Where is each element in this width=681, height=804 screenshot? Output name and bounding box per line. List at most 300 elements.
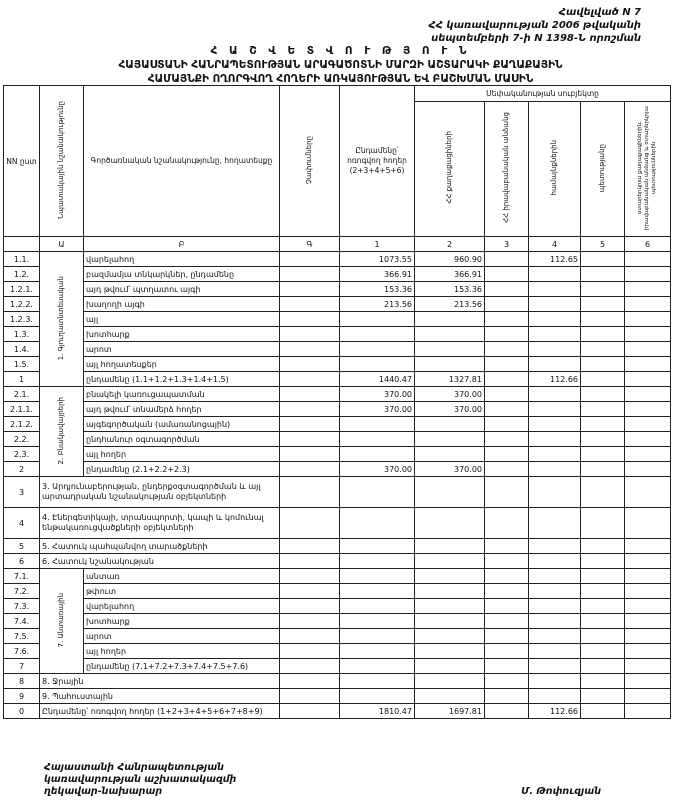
- value-c6: [625, 554, 671, 569]
- value-c4: 112.66: [529, 704, 581, 719]
- value-c6: [625, 539, 671, 554]
- table-row: [4, 342, 671, 357]
- value-c6: [625, 629, 671, 644]
- column-index: 1: [340, 237, 415, 252]
- value-c3: [485, 297, 529, 312]
- title-line: ՀԱՄԱՅՆՔԻ ՈՂՈՐԳՎՈՂ ՀՈՂԵՐԻ ԱՌԿԱՅՈՒԹՅԱՆ ԵՎ ԲԱՇԽՄԱՆ ՄԱՍԻՆ: [147, 73, 534, 85]
- unit-cell: [280, 599, 340, 614]
- value-c5: [581, 584, 625, 599]
- value-c6: [625, 342, 671, 357]
- value-c5: [581, 282, 625, 297]
- value-c3: [485, 477, 529, 508]
- column-index: Ա: [40, 237, 84, 252]
- land-type: 5. Հատուկ պահպանվող տարածքների: [40, 539, 280, 554]
- value-total: 366.91: [340, 267, 415, 282]
- value-c6: [625, 569, 671, 584]
- header-citizens: ՀՀ քաղաքացիների: [415, 101, 485, 237]
- value-c5: [581, 599, 625, 614]
- row-number: 5: [4, 539, 40, 554]
- value-c3: [485, 267, 529, 282]
- unit-cell: [280, 267, 340, 282]
- unit-cell: [280, 252, 340, 267]
- unit-cell: [280, 644, 340, 659]
- value-c3: [485, 252, 529, 267]
- value-c6: [625, 674, 671, 689]
- value-c3: [485, 584, 529, 599]
- appendix-line: ՀՀ կառավարության 2006 թվականի: [428, 20, 641, 31]
- land-type: բազմամյա տնկարկներ, ընդամենը: [84, 267, 280, 282]
- value-c4: [529, 569, 581, 584]
- value-c2: 366.91: [415, 267, 485, 282]
- value-c4: [529, 599, 581, 614]
- row-number: 1.2.2.: [4, 297, 40, 312]
- value-c5: [581, 704, 625, 719]
- land-type: այլ հողեր: [84, 447, 280, 462]
- value-c3: [485, 417, 529, 432]
- value-c2: 370.00: [415, 462, 485, 477]
- value-c4: [529, 402, 581, 417]
- value-c2: [415, 569, 485, 584]
- value-c3: [485, 599, 529, 614]
- value-c5: [581, 614, 625, 629]
- table-row: [4, 659, 671, 674]
- row-number: 1.1.: [4, 252, 40, 267]
- value-c3: [485, 387, 529, 402]
- unit-cell: [280, 402, 340, 417]
- row-number: 2.3.: [4, 447, 40, 462]
- land-type: այգեգործական (ամառանոցային): [84, 417, 280, 432]
- header-total: Ընդամենը՝ ոռոգվող հողեր (2+3+4+5+6): [340, 86, 415, 237]
- value-total: [340, 659, 415, 674]
- value-c2: 1697.81: [415, 704, 485, 719]
- row-number: 1.4.: [4, 342, 40, 357]
- land-type: անտառ: [84, 569, 280, 584]
- title-report: Հ Ա Շ Վ Ե Տ Վ Ո Ւ Թ Յ Ո Ւ Ն: [210, 45, 471, 57]
- column-index: [4, 237, 40, 252]
- unit-cell: [280, 689, 340, 704]
- value-c6: [625, 312, 671, 327]
- value-c2: [415, 644, 485, 659]
- row-number: 7.6.: [4, 644, 40, 659]
- unit-cell: [280, 629, 340, 644]
- value-total: [340, 629, 415, 644]
- land-type: այդ թվում՝ տնամերձ հողեր: [84, 402, 280, 417]
- header-nn: NN ըստ: [4, 86, 40, 237]
- unit-cell: [280, 342, 340, 357]
- value-c6: [625, 599, 671, 614]
- value-total: 1073.55: [340, 252, 415, 267]
- land-type: այլ հողեր: [84, 644, 280, 659]
- value-c4: [529, 357, 581, 372]
- unit-cell: [280, 387, 340, 402]
- value-c4: [529, 297, 581, 312]
- value-c6: [625, 477, 671, 508]
- value-total: 370.00: [340, 387, 415, 402]
- value-c5: [581, 297, 625, 312]
- value-c4: [529, 417, 581, 432]
- unit-cell: [280, 297, 340, 312]
- value-total: 1440.47: [340, 372, 415, 387]
- land-type: ընդամենը (7.1+7.2+7.3+7.4+7.5+7.6): [84, 659, 280, 674]
- land-type: խաղողի այգի: [84, 297, 280, 312]
- value-c4: 112.65: [529, 252, 581, 267]
- value-c4: [529, 674, 581, 689]
- signatory-title: [44, 762, 236, 798]
- land-type: ընդամենը (1.1+1.2+1.3+1.4+1.5): [84, 372, 280, 387]
- value-c2: 960.90: [415, 252, 485, 267]
- value-c3: [485, 357, 529, 372]
- table-row: [4, 704, 671, 719]
- appendix-line: Հավելված N 7: [558, 7, 641, 18]
- value-c6: [625, 508, 671, 539]
- land-type: բնակելի կառուցապատման: [84, 387, 280, 402]
- value-c6: [625, 614, 671, 629]
- land-type: 3. Արդյունաբերության, ընդերքօգտագործման և այլ արտադրական նշանակության օբյեկտների: [40, 477, 280, 508]
- value-c6: [625, 447, 671, 462]
- value-c4: [529, 689, 581, 704]
- value-total: 370.00: [340, 462, 415, 477]
- land-type: արոտ: [84, 342, 280, 357]
- value-total: [340, 327, 415, 342]
- value-c2: [415, 417, 485, 432]
- value-total: [340, 644, 415, 659]
- value-c6: [625, 462, 671, 477]
- value-c3: [485, 462, 529, 477]
- value-c5: [581, 462, 625, 477]
- value-c5: [581, 674, 625, 689]
- value-total: [340, 554, 415, 569]
- land-type: ընդհանուր օգտագործման: [84, 432, 280, 447]
- value-c3: [485, 569, 529, 584]
- category-cell: 2. Բնակավայրերի: [40, 387, 84, 477]
- row-number: 7.2.: [4, 584, 40, 599]
- value-c3: [485, 432, 529, 447]
- header-category: Նպատակային նշանակությունը: [40, 86, 84, 237]
- value-c2: [415, 477, 485, 508]
- land-report-table: [3, 85, 671, 719]
- value-c5: [581, 417, 625, 432]
- row-number: 1.2.3.: [4, 312, 40, 327]
- value-c5: [581, 267, 625, 282]
- column-index: 3: [485, 237, 529, 252]
- value-c3: [485, 644, 529, 659]
- value-total: [340, 447, 415, 462]
- document-title: [0, 44, 681, 86]
- value-c6: [625, 417, 671, 432]
- category-cell: 1. Գյուղատնտեսական: [40, 252, 84, 387]
- value-c3: [485, 402, 529, 417]
- value-c2: [415, 599, 485, 614]
- unit-cell: [280, 477, 340, 508]
- value-total: 153.36: [340, 282, 415, 297]
- value-c4: [529, 432, 581, 447]
- land-type: 9. Պահուստային: [40, 689, 280, 704]
- row-number: 7.1.: [4, 569, 40, 584]
- value-c4: [529, 387, 581, 402]
- unit-cell: [280, 432, 340, 447]
- value-c5: [581, 629, 625, 644]
- value-total: [340, 477, 415, 508]
- value-c4: [529, 327, 581, 342]
- appendix-line: սեպտեմբերի 7-ի N 1398-Ն որոշման: [431, 33, 641, 44]
- column-index: Բ: [84, 237, 280, 252]
- land-type: խոտհարք: [84, 327, 280, 342]
- unit-cell: [280, 554, 340, 569]
- value-c5: [581, 357, 625, 372]
- header-foreign: օտարերկրյա քաղաքացիներին, իրավաբանական անձանց և օտարերկրյա պետություններին: [625, 101, 671, 237]
- value-total: [340, 312, 415, 327]
- table-row: [4, 357, 671, 372]
- value-c4: [529, 539, 581, 554]
- signatory-line: Հայաստանի Հանրապետության: [44, 762, 224, 773]
- table-row: [4, 614, 671, 629]
- land-type: 8. Ջրային: [40, 674, 280, 689]
- value-c5: [581, 387, 625, 402]
- table-row: [4, 539, 671, 554]
- value-total: [340, 689, 415, 704]
- value-c2: [415, 674, 485, 689]
- row-number: 8: [4, 674, 40, 689]
- land-type: վարելահող: [84, 252, 280, 267]
- value-c2: [415, 629, 485, 644]
- value-c2: [415, 327, 485, 342]
- table-row: [4, 432, 671, 447]
- header-function: Գործառնական նշանակությունը, հողատեսքը: [84, 86, 280, 237]
- value-c6: [625, 387, 671, 402]
- value-c3: [485, 554, 529, 569]
- value-c2: 1327.81: [415, 372, 485, 387]
- value-c6: [625, 432, 671, 447]
- value-c5: [581, 432, 625, 447]
- value-c4: [529, 282, 581, 297]
- value-total: [340, 508, 415, 539]
- table-row: [4, 554, 671, 569]
- row-number: 2: [4, 462, 40, 477]
- value-c5: [581, 327, 625, 342]
- value-c2: [415, 447, 485, 462]
- table-row: [4, 477, 671, 508]
- category-cell: 7. Անտառային: [40, 569, 84, 674]
- value-total: [340, 584, 415, 599]
- column-index: 2: [415, 237, 485, 252]
- row-number: 2.1.1.: [4, 402, 40, 417]
- table-row: [4, 629, 671, 644]
- land-type: այդ թվում՝ պտղատու այգի: [84, 282, 280, 297]
- table-row: [4, 297, 671, 312]
- header-row-1: [4, 86, 671, 102]
- value-c2: [415, 584, 485, 599]
- value-c4: [529, 477, 581, 508]
- column-index: 6: [625, 237, 671, 252]
- table-row: [4, 599, 671, 614]
- value-c3: [485, 447, 529, 462]
- value-c2: [415, 357, 485, 372]
- table-row: [4, 327, 671, 342]
- value-total: [340, 569, 415, 584]
- value-c6: [625, 297, 671, 312]
- land-type: Ընդամենը՝ ոռոգվող հողեր (1+2+3+4+5+6+7+8+9): [40, 704, 280, 719]
- value-c5: [581, 659, 625, 674]
- table-row: [4, 417, 671, 432]
- value-c2: [415, 659, 485, 674]
- value-total: [340, 539, 415, 554]
- value-c2: 370.00: [415, 387, 485, 402]
- table-row: [4, 372, 671, 387]
- unit-cell: [280, 659, 340, 674]
- value-c4: [529, 267, 581, 282]
- value-c6: [625, 584, 671, 599]
- value-c6: [625, 402, 671, 417]
- value-c2: [415, 539, 485, 554]
- value-c2: [415, 312, 485, 327]
- value-c6: [625, 644, 671, 659]
- value-total: [340, 614, 415, 629]
- unit-cell: [280, 357, 340, 372]
- value-c6: [625, 282, 671, 297]
- table-row: [4, 312, 671, 327]
- value-total: [340, 342, 415, 357]
- value-c6: [625, 659, 671, 674]
- value-c5: [581, 539, 625, 554]
- value-c5: [581, 372, 625, 387]
- appendix-note: [381, 6, 641, 45]
- row-number: 1.5.: [4, 357, 40, 372]
- value-c5: [581, 644, 625, 659]
- value-c4: [529, 659, 581, 674]
- value-c3: [485, 614, 529, 629]
- value-c4: [529, 312, 581, 327]
- value-total: [340, 432, 415, 447]
- value-c3: [485, 689, 529, 704]
- value-c3: [485, 327, 529, 342]
- table-row: [4, 267, 671, 282]
- column-index: 4: [529, 237, 581, 252]
- table-row: [4, 387, 671, 402]
- land-type: թփուտ: [84, 584, 280, 599]
- unit-cell: [280, 674, 340, 689]
- value-total: [340, 599, 415, 614]
- value-c6: [625, 357, 671, 372]
- value-c3: [485, 372, 529, 387]
- row-number: 7.3.: [4, 599, 40, 614]
- value-c2: [415, 554, 485, 569]
- table-row: [4, 569, 671, 584]
- value-total: [340, 417, 415, 432]
- unit-cell: [280, 372, 340, 387]
- table-row: [4, 584, 671, 599]
- signatory-line: կառավարության աշխատակազմի: [44, 774, 237, 785]
- value-c6: [625, 372, 671, 387]
- table-body: [4, 252, 671, 719]
- column-index-row: [4, 237, 671, 252]
- land-type: 4. Էներգետիկայի, տրանսպորտի, կապի և կոմունալ ենթակառուցվածքների օբյեկտների: [40, 508, 280, 539]
- row-number: 2.1.2.: [4, 417, 40, 432]
- value-total: 370.00: [340, 402, 415, 417]
- value-c6: [625, 327, 671, 342]
- row-number: 6: [4, 554, 40, 569]
- value-c5: [581, 402, 625, 417]
- value-c3: [485, 629, 529, 644]
- table-row: [4, 252, 671, 267]
- row-number: 1.2.: [4, 267, 40, 282]
- table-row: [4, 402, 671, 417]
- value-c3: [485, 342, 529, 357]
- value-c4: [529, 447, 581, 462]
- row-number: 9: [4, 689, 40, 704]
- unit-cell: [280, 569, 340, 584]
- table-row: [4, 447, 671, 462]
- value-c5: [581, 554, 625, 569]
- value-total: 213.56: [340, 297, 415, 312]
- unit-cell: [280, 704, 340, 719]
- value-c6: [625, 267, 671, 282]
- row-number: 2.1.: [4, 387, 40, 402]
- row-number: 4: [4, 508, 40, 539]
- value-c2: [415, 508, 485, 539]
- row-number: 1.2.1.: [4, 282, 40, 297]
- value-c2: [415, 432, 485, 447]
- column-index: Գ: [280, 237, 340, 252]
- value-c6: [625, 689, 671, 704]
- value-c5: [581, 312, 625, 327]
- header-communities: համայնքներին: [529, 101, 581, 237]
- row-number: 7.4.: [4, 614, 40, 629]
- value-c3: [485, 312, 529, 327]
- value-c6: [625, 252, 671, 267]
- unit-cell: [280, 327, 340, 342]
- unit-cell: [280, 539, 340, 554]
- value-total: [340, 674, 415, 689]
- header-state: պետությանը: [581, 101, 625, 237]
- unit-cell: [280, 417, 340, 432]
- unit-cell: [280, 282, 340, 297]
- value-c4: [529, 614, 581, 629]
- value-c4: [529, 462, 581, 477]
- table-row: [4, 282, 671, 297]
- value-c4: [529, 554, 581, 569]
- value-total: [340, 357, 415, 372]
- value-c3: [485, 508, 529, 539]
- row-number: 7.5.: [4, 629, 40, 644]
- value-c4: [529, 629, 581, 644]
- unit-cell: [280, 508, 340, 539]
- value-c5: [581, 477, 625, 508]
- row-number: 0: [4, 704, 40, 719]
- table-row: [4, 644, 671, 659]
- land-type: 6. Հատուկ նշանակության: [40, 554, 280, 569]
- value-c5: [581, 342, 625, 357]
- header-ownership: Սեփականության սուբյեկտը: [415, 86, 671, 102]
- value-total: 1810.47: [340, 704, 415, 719]
- value-c4: [529, 342, 581, 357]
- value-c4: [529, 644, 581, 659]
- value-c5: [581, 689, 625, 704]
- value-c5: [581, 252, 625, 267]
- value-c3: [485, 659, 529, 674]
- row-number: 1.3.: [4, 327, 40, 342]
- value-c2: [415, 689, 485, 704]
- table-row: [4, 674, 671, 689]
- value-c6: [625, 704, 671, 719]
- land-type: վարելահող: [84, 599, 280, 614]
- value-c5: [581, 447, 625, 462]
- column-index: 5: [581, 237, 625, 252]
- value-c3: [485, 539, 529, 554]
- row-number: 3: [4, 477, 40, 508]
- value-c2: [415, 614, 485, 629]
- signatory-name: Մ. Թոփուզյան: [521, 786, 601, 797]
- land-type: խոտհարք: [84, 614, 280, 629]
